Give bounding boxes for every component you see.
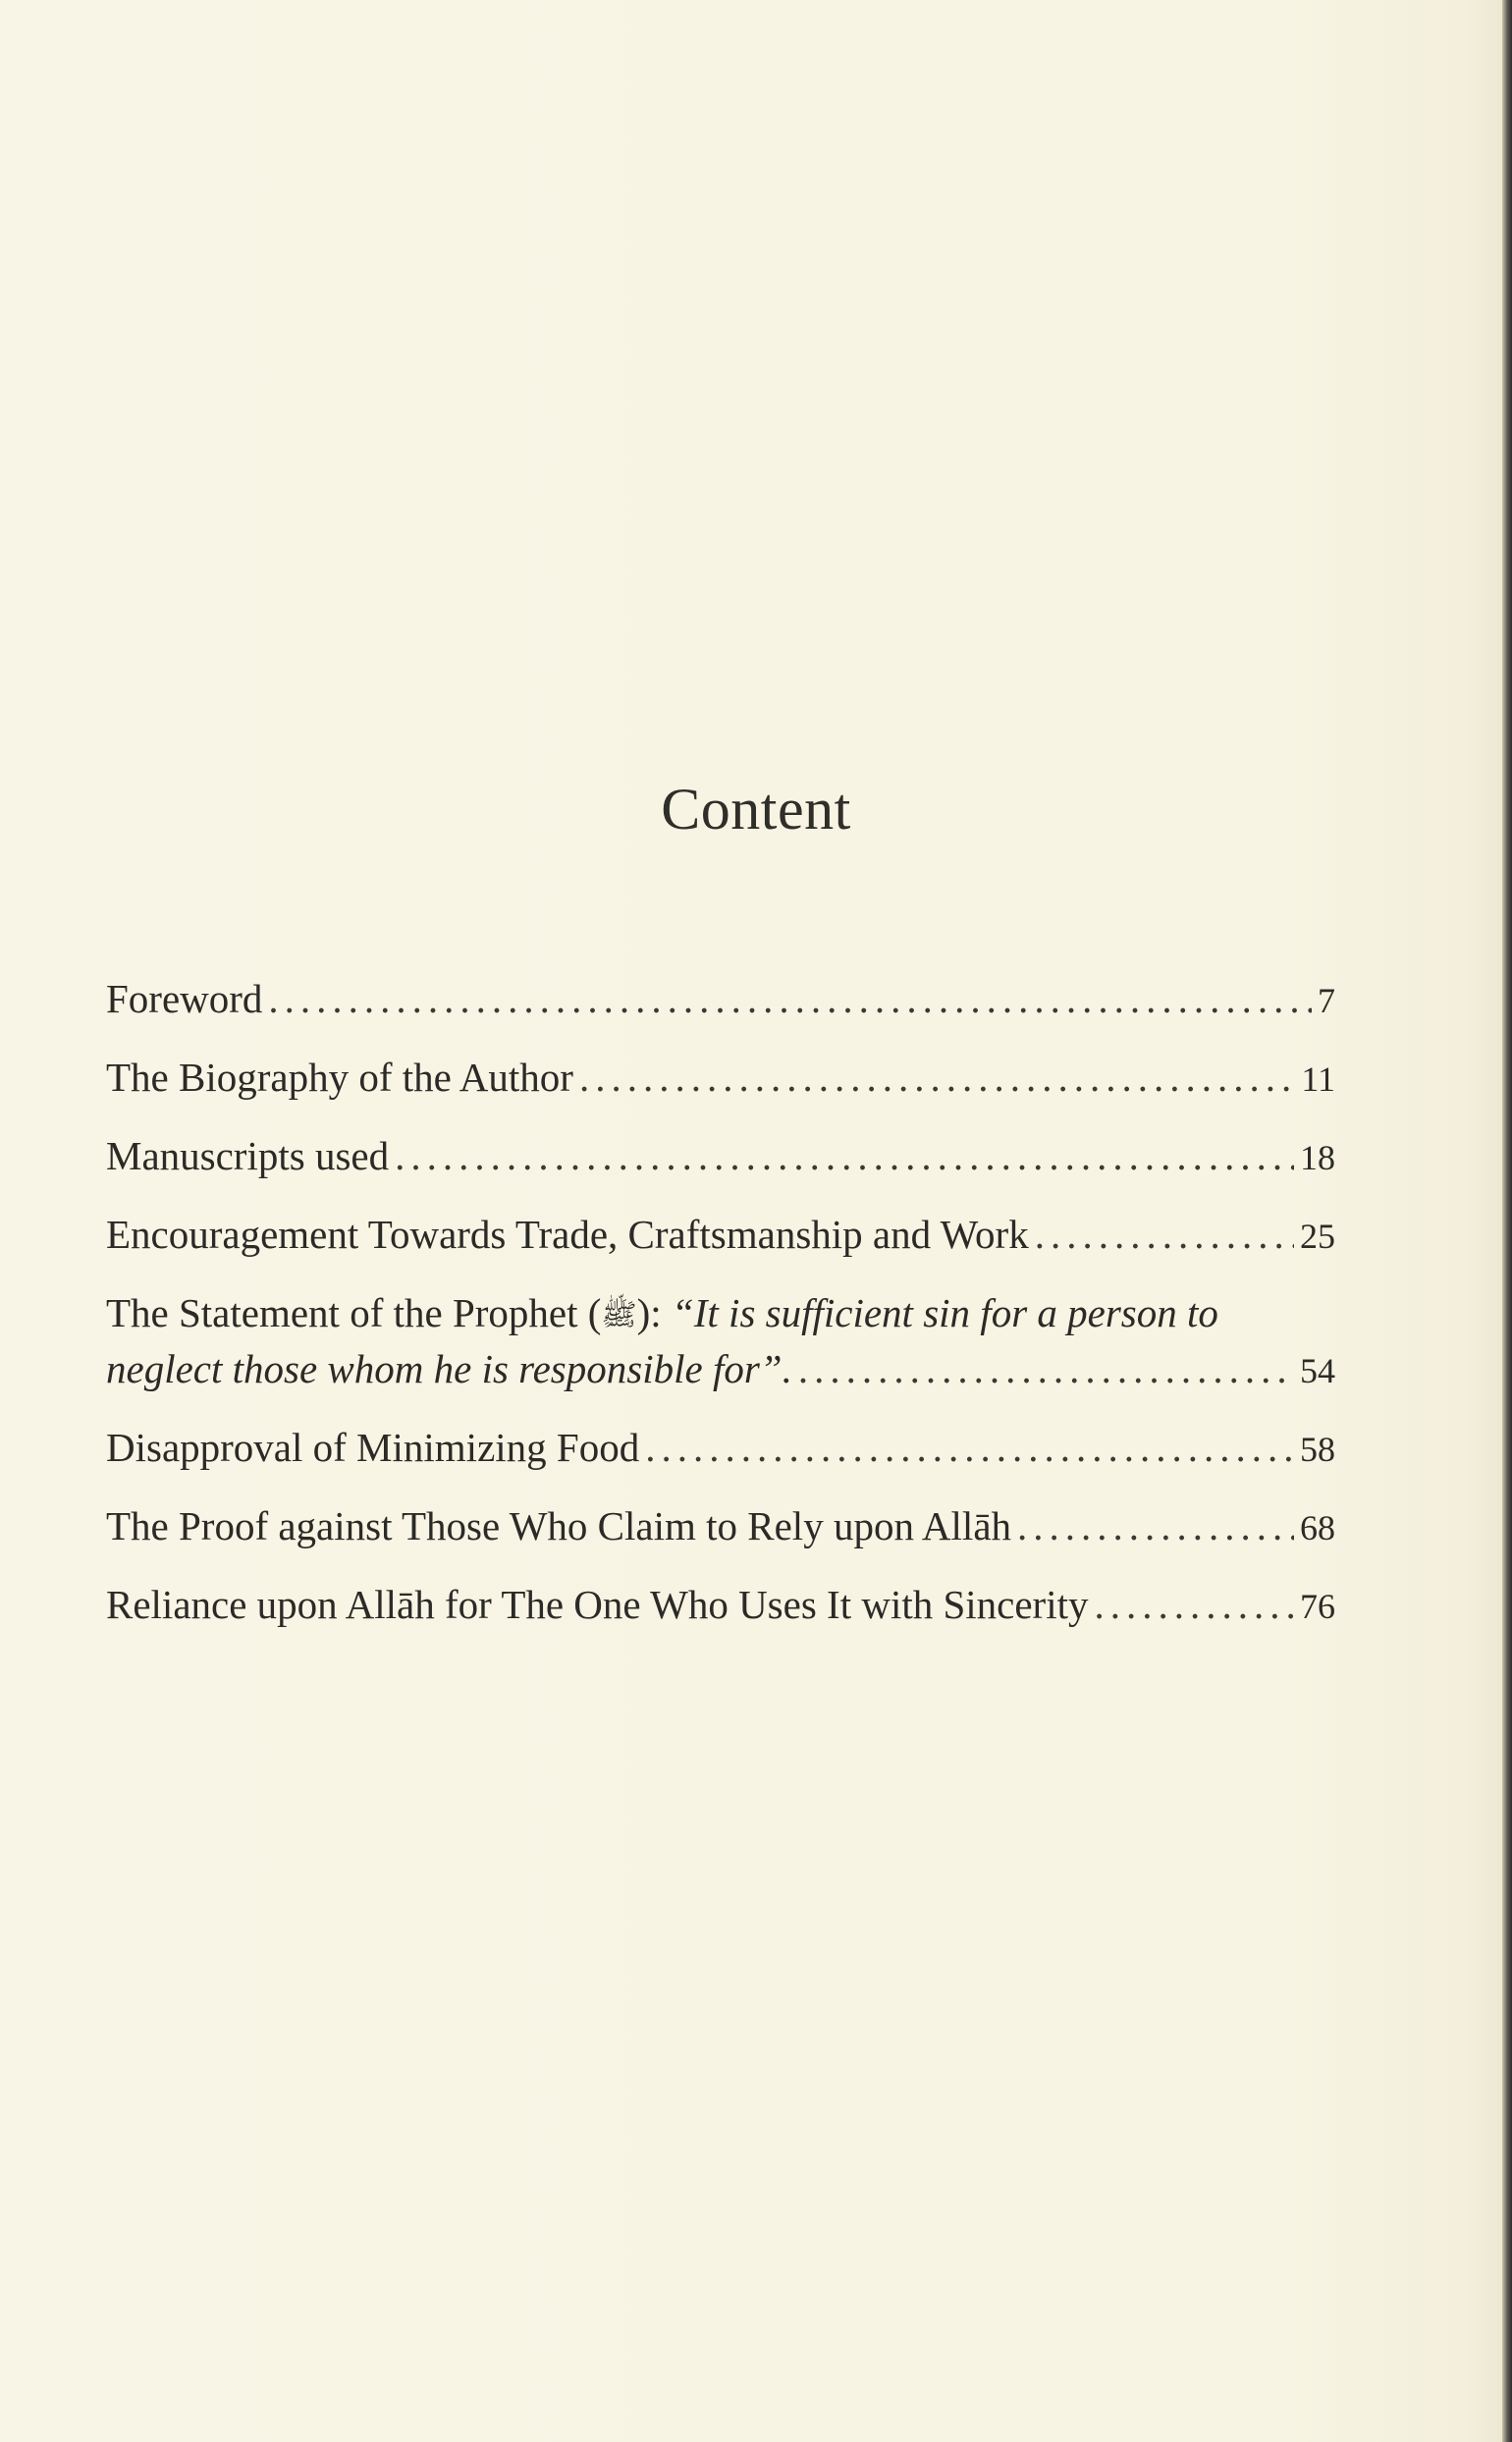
toc-page-number: 11 bbox=[1301, 1059, 1335, 1099]
dot-leader bbox=[268, 972, 1312, 1025]
dot-leader bbox=[1035, 1208, 1294, 1261]
toc-entry-title-line2 bbox=[106, 1342, 1335, 1397]
toc-entry-proof-against bbox=[106, 1499, 1335, 1554]
table-of-contents bbox=[106, 972, 1335, 1656]
dot-leader bbox=[395, 1129, 1294, 1182]
toc-page-number: 7 bbox=[1318, 981, 1335, 1020]
toc-entry-reliance bbox=[106, 1578, 1335, 1633]
toc-page-number: 58 bbox=[1300, 1430, 1335, 1469]
dot-leader bbox=[1017, 1499, 1294, 1552]
toc-page-number: 76 bbox=[1300, 1587, 1335, 1626]
toc-page-number: 54 bbox=[1300, 1351, 1335, 1390]
toc-entry-encouragement bbox=[106, 1208, 1335, 1263]
toc-entry-quote-line1: “It is sufficient sin for a person to bbox=[671, 1290, 1218, 1335]
toc-entry-biography bbox=[106, 1051, 1335, 1106]
dot-leader bbox=[645, 1421, 1294, 1474]
dot-leader bbox=[1095, 1578, 1295, 1631]
toc-entry-title: The Proof against Those Who Claim to Rely upon Allāh bbox=[106, 1503, 1012, 1548]
toc-page-number: 25 bbox=[1300, 1217, 1335, 1256]
toc-entry-title: Encouragement Towards Trade, Craftsmanship and Work bbox=[106, 1212, 1029, 1257]
toc-page-number: 18 bbox=[1300, 1138, 1335, 1177]
toc-entry-quote-line2: neglect those whom he is responsible for”. bbox=[106, 1346, 792, 1391]
dot-leader bbox=[798, 1342, 1294, 1395]
dot-leader bbox=[579, 1051, 1295, 1104]
toc-entry-title: Reliance upon Allāh for The One Who Uses It with Sincerity bbox=[106, 1582, 1089, 1627]
page-edge-shadow bbox=[1502, 0, 1512, 2442]
page-title: Content bbox=[661, 777, 851, 841]
toc-page-number: 68 bbox=[1300, 1508, 1335, 1547]
toc-entry-title-line1 bbox=[106, 1286, 1335, 1342]
toc-entry-title-mid: ): bbox=[636, 1290, 672, 1335]
toc-entry-manuscripts bbox=[106, 1129, 1335, 1184]
toc-entry-title: Manuscripts used bbox=[106, 1133, 390, 1178]
honorific-symbol: ﷺ bbox=[601, 1299, 637, 1331]
toc-entry-minimizing-food bbox=[106, 1421, 1335, 1476]
toc-entry-title: Foreword bbox=[106, 976, 263, 1021]
toc-entry-statement-of-prophet bbox=[106, 1286, 1335, 1397]
toc-entry-title: The Biography of the Author bbox=[106, 1055, 573, 1100]
toc-entry-title-prefix: The Statement of the Prophet ( bbox=[106, 1290, 602, 1335]
toc-entry-title: Disapproval of Minimizing Food bbox=[106, 1425, 640, 1470]
toc-entry-foreword bbox=[106, 972, 1335, 1027]
